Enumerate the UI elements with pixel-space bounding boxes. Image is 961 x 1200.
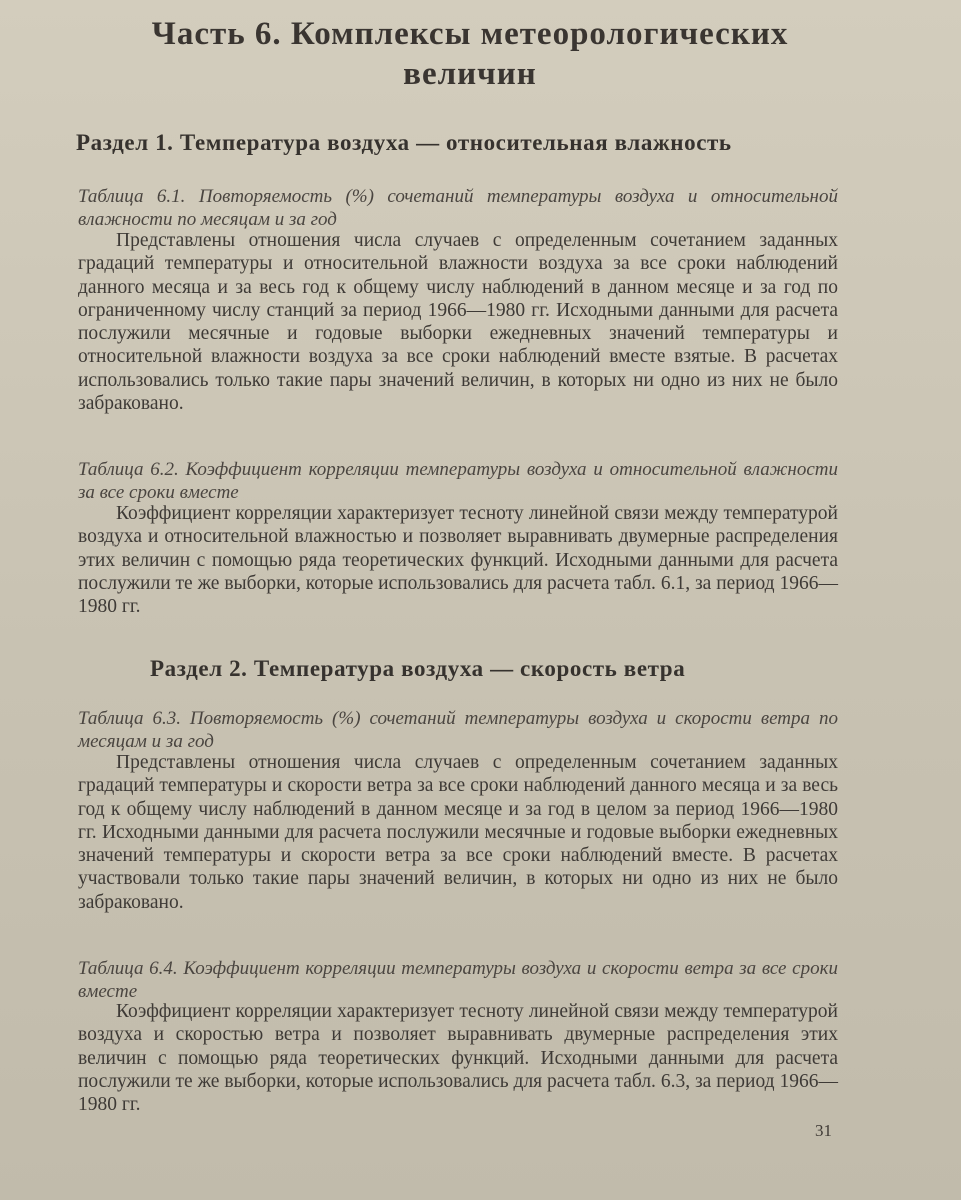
table-6-4-caption: Таблица 6.4. Коэффициент корреляции температуры воздуха и скорости ветра за все сроки вместе xyxy=(78,958,838,1002)
table-6-4-description: Коэффициент корреляции характеризует тесноту линейной связи между температурой воздуха и скоростью ветра и позволяет выравнивать двумерные распределения этих величин с помощью ряда теоретических функций. Исходными данными для расчета послужили те же выборки, которые использовались для расчета табл. 6.3, за период 1966—1980 гг. xyxy=(78,1001,838,1116)
section-1-title: Раздел 1. Температура воздуха — относительная влажность xyxy=(76,130,732,155)
table-6-2-description: Коэффициент корреляции характеризует тесноту линейной связи между температурой воздуха и относительной влажностью и позволяет выравнивать двумерные распределения этих величин с помощью ряда теоретических функций. Исходными данными для расчета послужили те же выборки, которые использовались для расчета табл. 6.1, за период 1966—1980 гг. xyxy=(78,503,838,618)
table-6-1-description: Представлены отношения числа случаев с определенным сочетанием заданных градаций температуры и относительной влажности воздуха за все сроки наблюдений данного месяца и за весь год к общему числу наблюдений в данном месяце и за год по ограниченному числу станций за период 1966—1980 гг. Исходными данными для расчета послужили месячные и годовые выборки ежедневных значений температуры и относительной влажности воздуха за все сроки наблюдений вместе взятые. В расчетах использовались только такие пары значений величин, в которых ни одно из них не было забраковано. xyxy=(78,230,838,415)
section-2-title: Раздел 2. Температура воздуха — скорость ветра xyxy=(150,656,686,681)
part-title-line-2: величин xyxy=(403,56,537,92)
part-title-line-1: Часть 6. Комплексы метеорологических xyxy=(151,16,789,52)
table-6-3-caption: Таблица 6.3. Повторяемость (%) сочетаний температуры воздуха и скорости ветра по месяцам и за год xyxy=(78,708,838,752)
table-6-1-caption: Таблица 6.1. Повторяемость (%) сочетаний температуры воздуха и относительной влажности по месяцам и за год xyxy=(78,186,838,230)
page-number: 31 xyxy=(815,1121,832,1140)
table-6-2-caption: Таблица 6.2. Коэффициент корреляции температуры воздуха и относительной влажности за все сроки вместе xyxy=(78,459,838,503)
table-6-3-description: Представлены отношения числа случаев с определенным сочетанием заданных градаций температуры и скорости ветра за все сроки наблюдений данного месяца и за весь год к общему числу наблюдений в данном месяце и за год в целом за период 1966—1980 гг. Исходными данными для расчета послужили месячные и годовые выборки ежедневных значений температуры и скорости ветра за все сроки наблюдений вместе. В расчетах участвовали только такие пары значений величин, в которых ни одно из них не было забраковано. xyxy=(78,752,838,913)
